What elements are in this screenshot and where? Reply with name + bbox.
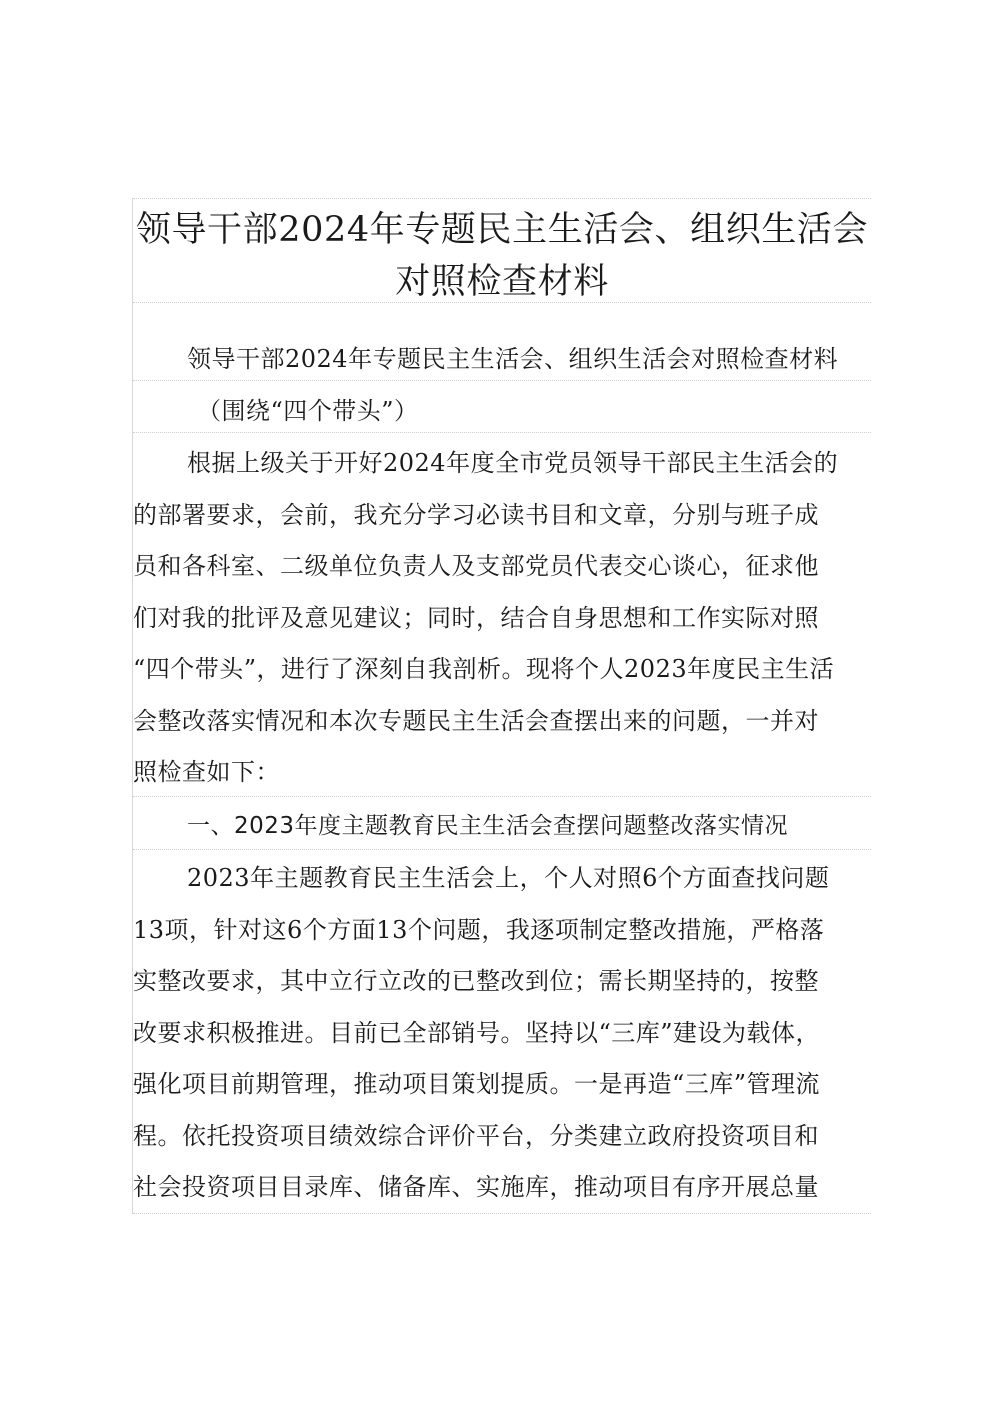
divider [133,849,871,850]
section-1-line-7: 社会投资项目目录库、储备库、实施库，推动项目有序开展总量 [133,1173,819,1201]
divider [133,796,871,797]
subtitle-line-2: （围绕“四个带头”） [197,397,419,425]
section-1-line-4: 改要求积极推进。目前已全部销号。坚持以“三库”建设为载体， [133,1019,821,1047]
intro-line-5: “四个带头”，进行了深刻自我剖析。现将个人2023年度民主生活 [133,655,835,683]
intro-line-4: 们对我的批评及意见建议；同时，结合自身思想和工作实际对照 [133,604,819,632]
document-title-line-2: 对照检查材料 [395,262,609,302]
divider [133,302,871,303]
intro-line-2: 的部署要求，会前，我充分学习必读书目和文章，分别与班子成 [133,501,819,529]
section-1-line-3: 实整改要求，其中立行立改的已整改到位；需长期坚持的，按整 [133,967,819,995]
document-page [132,198,871,1214]
divider [133,380,871,381]
intro-line-6: 会整改落实情况和本次专题民主生活会查摆出来的问题，一并对 [133,707,819,735]
intro-line-3: 员和各科室、二级单位负责人及支部党员代表交心谈心，征求他 [133,552,819,580]
section-1-line-2: 13项，针对这6个方面13个问题，我逐项制定整改措施，严格落 [133,916,825,944]
section-1-line-1: 2023年主题教育民主生活会上，个人对照6个方面查找问题 [187,864,830,892]
document-title-line-1: 领导干部2024年专题民主生活会、组织生活会 [135,210,869,250]
subtitle-line-1: 领导干部2024年专题民主生活会、组织生活会对照检查材料 [187,345,839,373]
section-1-line-5: 强化项目前期管理，推动项目策划提质。一是再造“三库”管理流 [133,1070,821,1098]
intro-line-7: 照检查如下： [133,758,280,786]
divider [133,1213,871,1214]
divider [133,432,871,433]
divider [133,198,871,199]
section-1-heading: 一、2023年度主题教育民主生活会查摆问题整改落实情况 [187,813,789,839]
intro-line-1: 根据上级关于开好2024年度全市党员领导干部民主生活会的 [187,449,839,477]
section-1-line-6: 程。依托投资项目绩效综合评价平台，分类建立政府投资项目和 [133,1122,819,1150]
